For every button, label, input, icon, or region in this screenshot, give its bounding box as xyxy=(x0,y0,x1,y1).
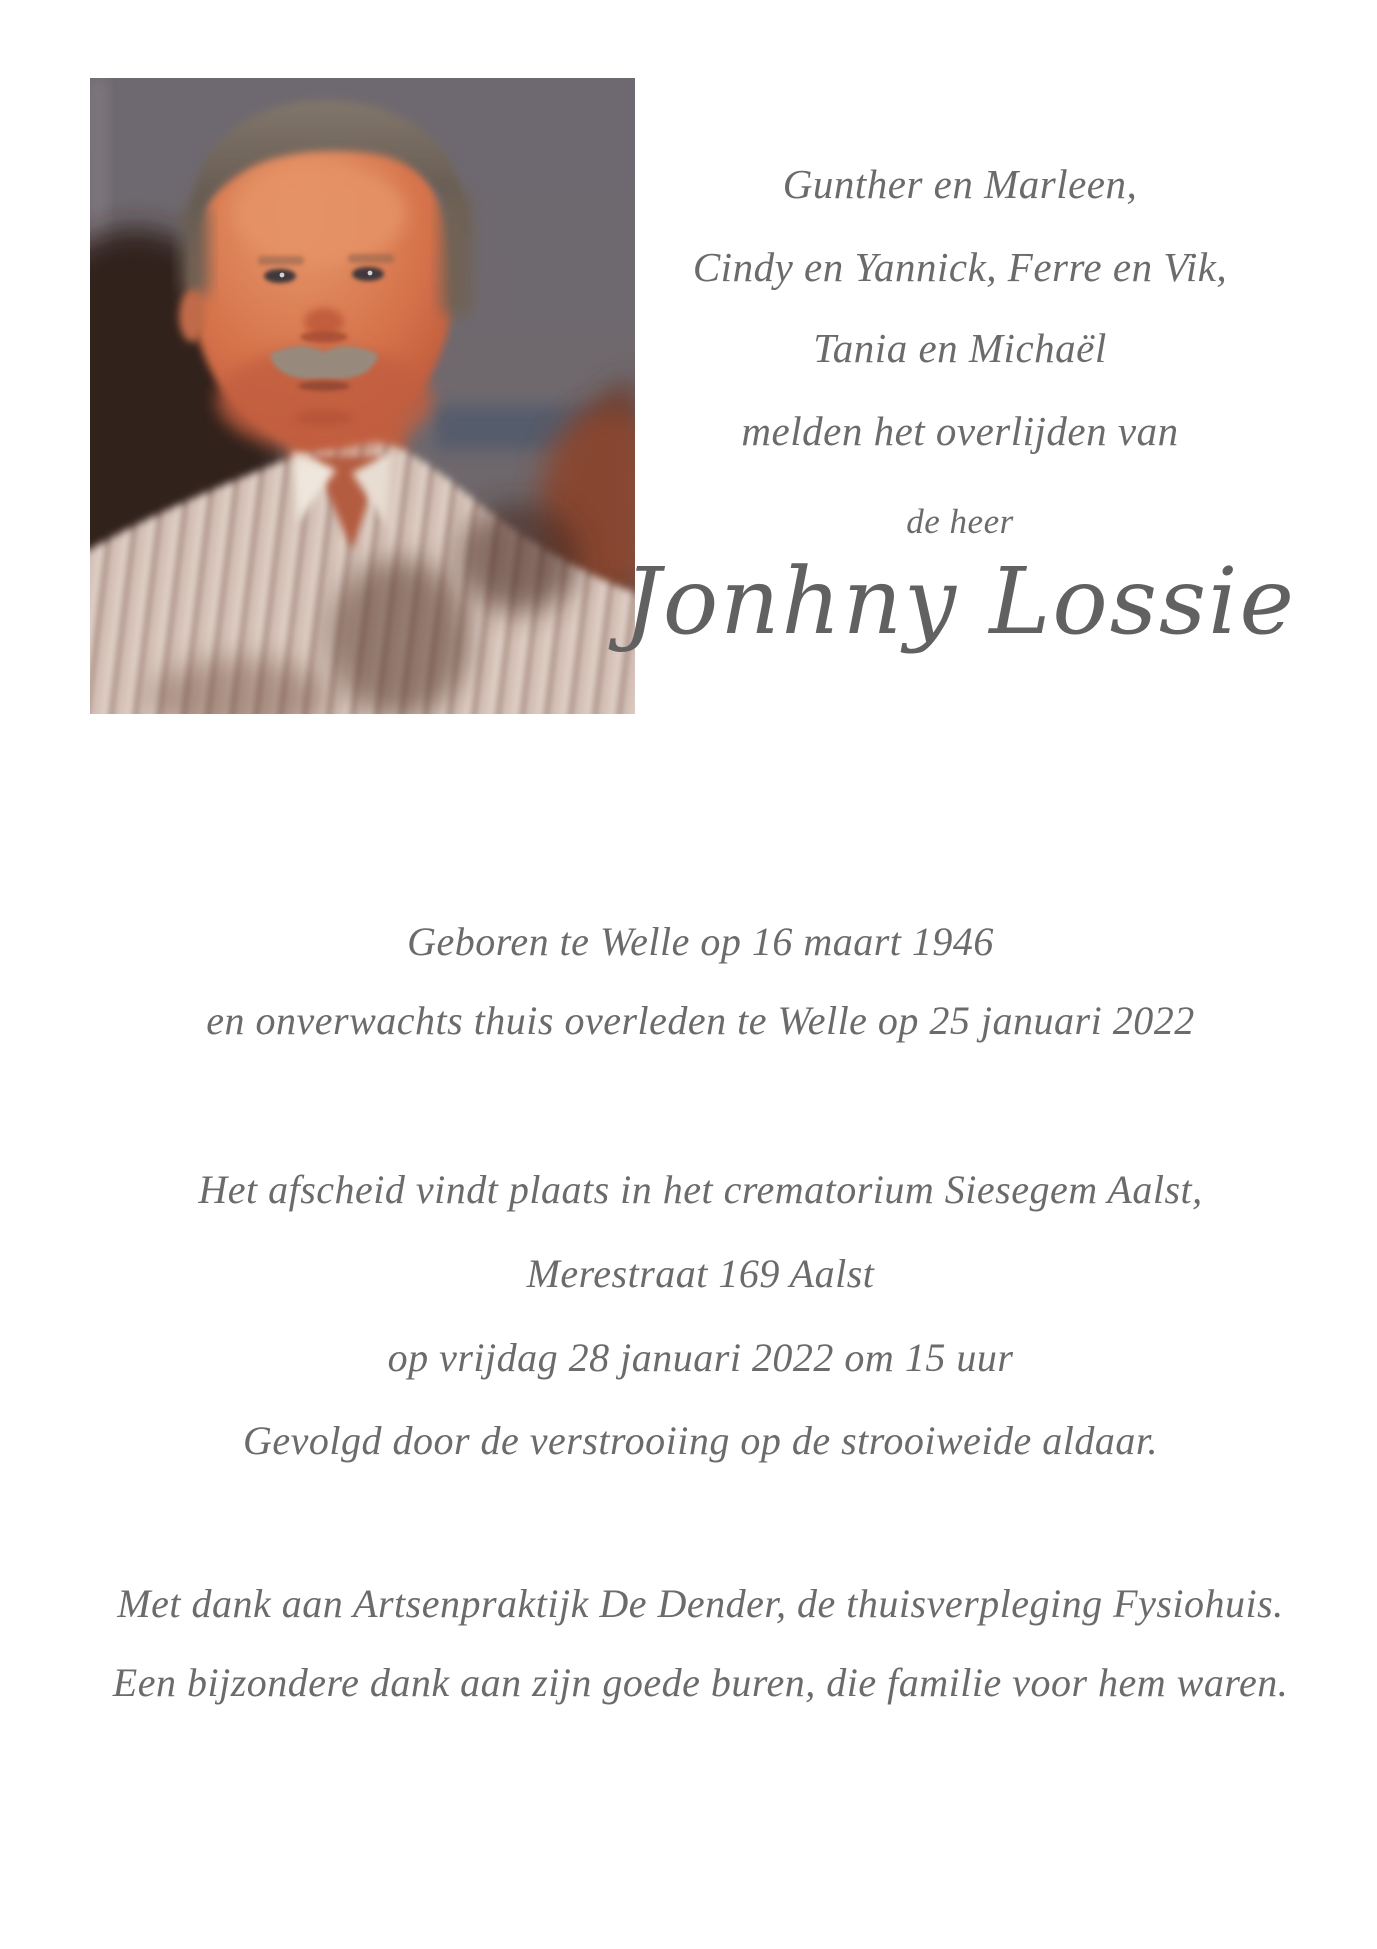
portrait-photo-graphic xyxy=(90,78,635,714)
portrait-photo xyxy=(90,78,635,714)
thanks-line-2: Een bijzondere dank aan zijn goede buren, die familie voor hem waren. xyxy=(112,1660,1289,1705)
death-line: en onverwachts thuis overleden te Welle op 25 januari 2022 xyxy=(206,998,1195,1043)
relatives-line-2: Cindy en Yannick, Ferre en Vik, xyxy=(692,244,1228,290)
ceremony-line-2: Merestraat 169 Aalst xyxy=(526,1251,875,1296)
ceremony-line-4: Gevolgd door de verstrooiing op de strooiweide aldaar. xyxy=(242,1418,1159,1463)
relatives-line-1: Gunther en Marleen, xyxy=(782,161,1138,207)
announcement-block xyxy=(615,0,1305,760)
birth-line: Geboren te Welle op 16 maart 1946 xyxy=(407,919,994,964)
ceremony-line-3: op vrijdag 28 januari 2022 om 15 uur xyxy=(387,1335,1014,1380)
honorific: de heer xyxy=(906,502,1014,541)
announcement-intro: melden het overlijden van xyxy=(741,408,1179,454)
thanks-line-1: Met dank aan Artsenpraktijk De Dender, de thuisverpleging Fysiohuis. xyxy=(117,1581,1284,1626)
ceremony-line-1: Het afscheid vindt plaats in het crematorium Siesegem Aalst, xyxy=(198,1167,1203,1212)
deceased-name: Jonhny Lossie xyxy=(623,548,1297,655)
relatives-line-3: Tania en Michaël xyxy=(813,325,1107,371)
